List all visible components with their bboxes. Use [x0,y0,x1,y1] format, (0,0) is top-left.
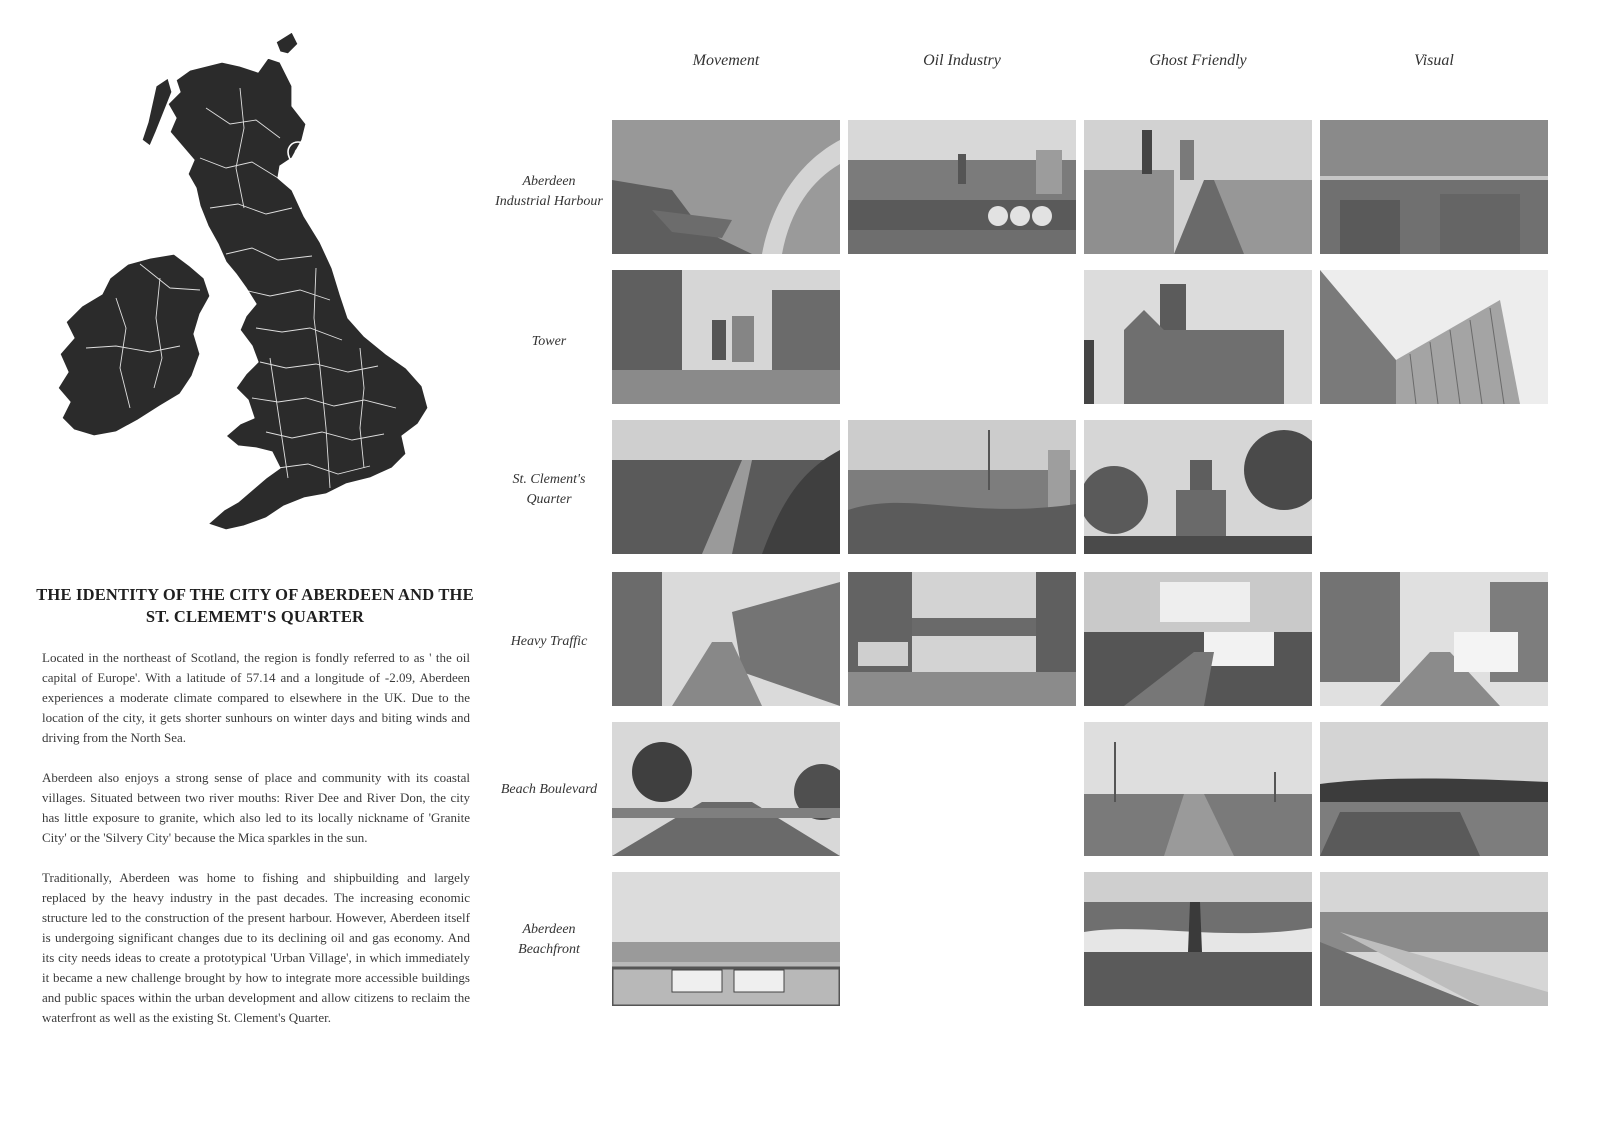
paragraph-2: Aberdeen also enjoys a strong sense of place and community with its coastal villages. Situated between two river mouths: River Dee and River Don, the city has little exposure to granite, which also led to its locally nickname of 'Granite City' or the 'Silvery City' because the Mica sparkles in the sun. [42,770,470,845]
row-label-line: Heavy Traffic [510,634,588,649]
photo-harbour-ghost-friendly [1084,120,1312,254]
row-label-heavy-traffic [474,632,624,652]
row-label-line: Beach Boulevard [500,782,598,797]
photo-boulevard-movement [612,722,840,856]
photo-traffic-movement [612,572,840,706]
paragraph-3: Traditionally, Aberdeen was home to fishing and shipbuilding and largely replaced by the heavy industry in the past decades. The increasing economic structure led to the construction of the present harbour. However, Aberdeen itself is undergoing significant changes due to its declining oil and gas economy. And its city needs ideas to create a prototypical 'Urban Village', in which immediately it became a new challenge brought by how to integrate more accessible buildings and public spaces within the urban development and allow citizens to reclaim the waterfront as well as the existing St. Clement's Quarter. [42,870,470,1025]
row-label-st-clements-quarter [474,470,624,510]
photo-traffic-visual [1320,572,1548,706]
row-label-line: Quarter [526,492,572,507]
row-label-line: Beachfront [518,942,580,957]
photo-beachfront-ghost-friendly [1084,872,1312,1006]
photo-tower-movement [612,270,840,404]
photo-st-clements-movement [612,420,840,554]
photo-harbour-movement [612,120,840,254]
photo-harbour-oil-industry [848,120,1076,254]
photo-traffic-oil-industry [848,572,1076,706]
photo-st-clements-oil-industry [848,420,1076,554]
photo-harbour-visual [1320,120,1548,254]
great-britain-shape [168,32,428,530]
column-header-ghost-friendly: Ghost Friendly [1149,52,1247,69]
row-label-industrial-harbour [474,172,624,212]
column-header-oil-industry: Oil Industry [923,52,1001,69]
photo-beachfront-movement [612,872,840,1006]
row-label-beach-boulevard [474,780,624,800]
column-header-movement: Movement [692,52,760,69]
row-label-line: Tower [531,334,567,349]
row-label-line: Industrial Harbour [495,194,603,209]
row-label-line: Aberdeen [522,174,576,189]
photo-traffic-ghost-friendly [1084,572,1312,706]
paragraph-1: Located in the northeast of Scotland, the region is fondly referred to as ' the oil capital of Europe'. With a latitude of 57.14 and a longitude of -2.09, Aberdeen experiences a moderate climate compared to elsewhere in the UK. Due to the location of the city, it gets shorter sunhours on winter days and biting winds and driving from the North Sea. [42,650,470,745]
photo-tower-ghost-friendly [1084,270,1312,404]
column-header-visual: Visual [1414,52,1454,69]
row-label-tower [474,332,624,352]
row-label-line: St. Clement's [512,472,586,487]
page-title: THE IDENTITY OF THE CITY OF ABERDEEN AND THE ST. CLEMEMT'S QUARTER [36,585,474,626]
uk-ireland-map [30,28,450,548]
hebrides-shape [142,78,172,146]
photo-tower-visual [1320,270,1548,404]
row-label-beachfront [474,920,624,960]
article-body [42,648,470,1048]
photo-boulevard-ghost-friendly [1084,722,1312,856]
map-graphic [30,28,450,548]
photo-boulevard-visual [1320,722,1548,856]
row-label-line: Aberdeen [522,922,576,937]
photo-st-clements-ghost-friendly [1084,420,1312,554]
ireland-shape [58,254,210,436]
photo-beachfront-visual [1320,872,1548,1006]
